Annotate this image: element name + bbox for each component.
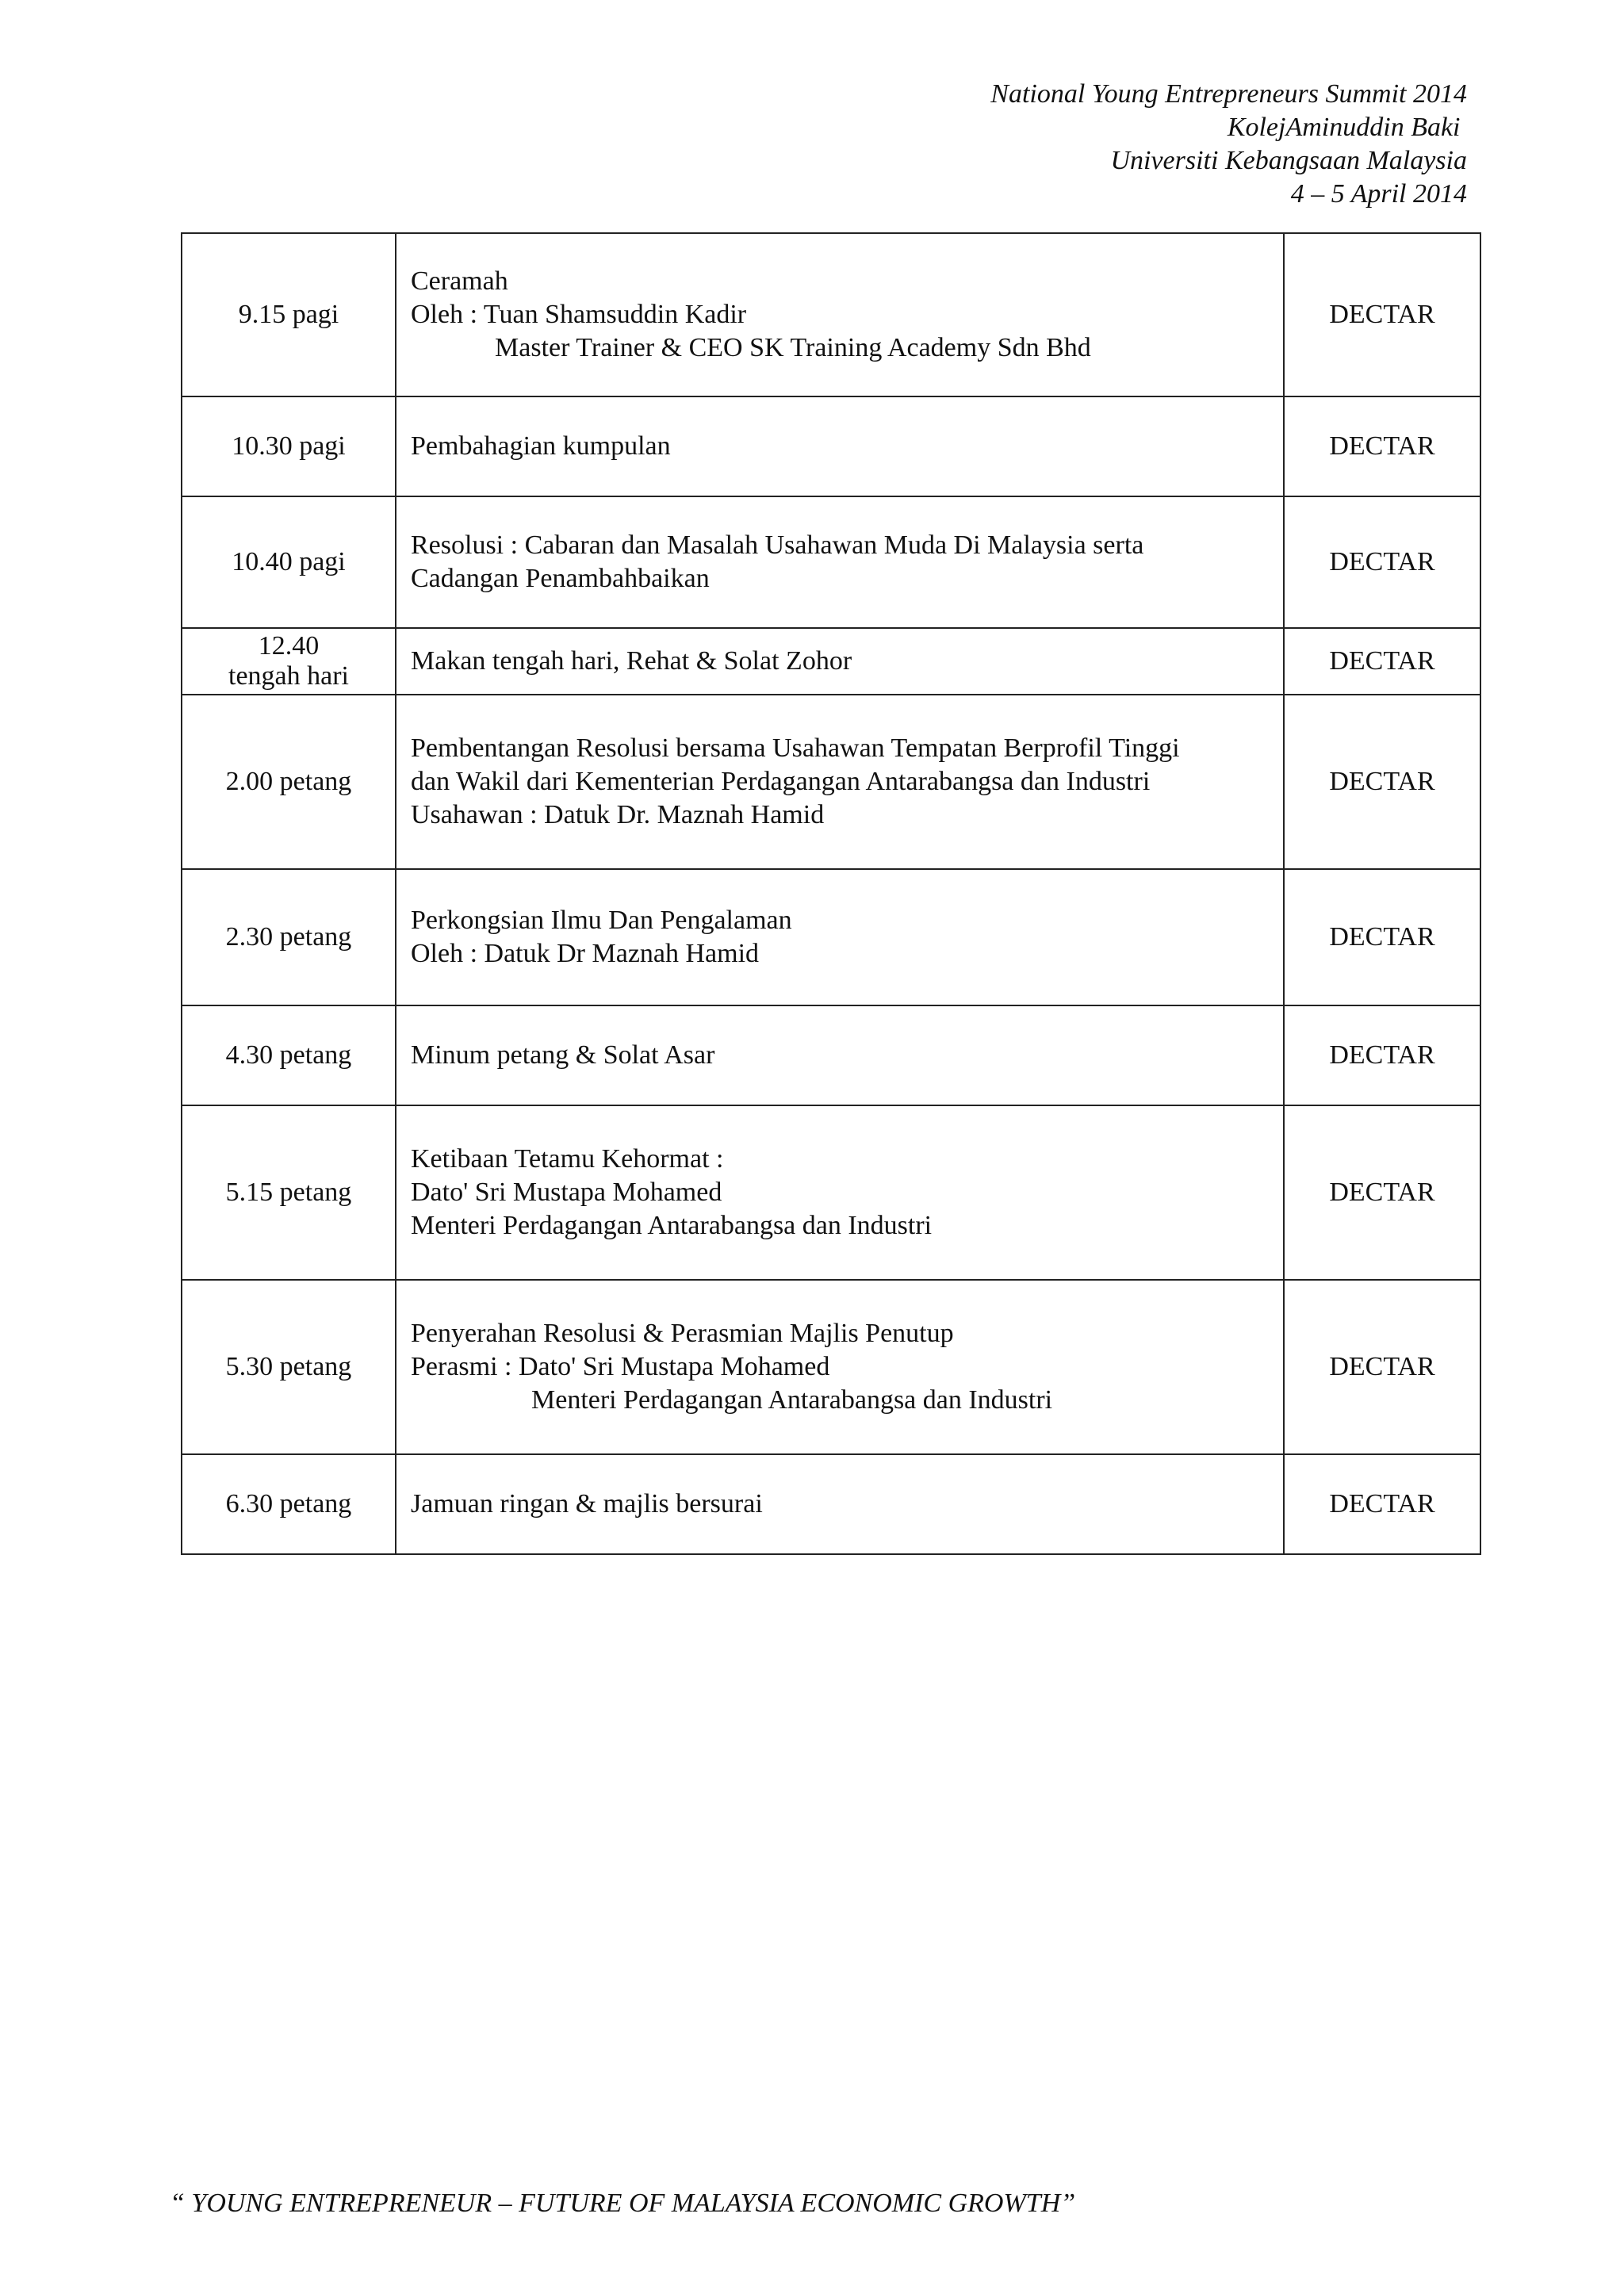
time-cell: 9.15 pagi (182, 233, 396, 396)
table-row (182, 628, 1480, 695)
activity-line: Pembentangan Resolusi bersama Usahawan Tempatan Berprofil Tinggi (411, 733, 1180, 763)
activity-line: Master Trainer & CEO SK Training Academy Sdn Bhd (495, 333, 1091, 362)
time-cell: 2.00 petang (182, 695, 396, 869)
activity-line: Ketibaan Tetamu Kehormat : (411, 1144, 724, 1174)
time-cell: 2.30 petang (182, 869, 396, 1005)
schedule-table (181, 232, 1481, 1555)
activity-line: Minum petang & Solat Asar (411, 1040, 715, 1070)
table-row (182, 1105, 1480, 1280)
activity-line: Cadangan Penambahbaikan (411, 564, 710, 593)
activity-cell (396, 1280, 1284, 1454)
table-row (182, 695, 1480, 869)
venue-cell: DECTAR (1284, 1105, 1480, 1280)
activity-cell (396, 628, 1284, 695)
venue-cell: DECTAR (1284, 1454, 1480, 1554)
time-cell: 5.15 petang (182, 1105, 396, 1280)
activity-line: Ceramah (411, 266, 508, 296)
venue-college: KolejAminuddin Baki (1227, 113, 1467, 142)
activity-line: Perkongsian Ilmu Dan Pengalaman (411, 906, 792, 935)
footer-slogan: “ YOUNG ENTREPRENEUR – FUTURE OF MALAYSIA ECONOMIC GROWTH” (170, 2189, 1076, 2218)
activity-line: Makan tengah hari, Rehat & Solat Zohor (411, 646, 852, 676)
table-row (182, 233, 1480, 396)
time-line: tengah hari (228, 661, 349, 691)
time-cell (182, 628, 396, 695)
activity-cell (396, 233, 1284, 396)
activity-line: Dato' Sri Mustapa Mohamed (411, 1178, 722, 1207)
venue-cell: DECTAR (1284, 628, 1480, 695)
activity-line: Jamuan ringan & majlis bersurai (411, 1489, 763, 1518)
activity-cell (396, 396, 1284, 496)
table-row (182, 869, 1480, 1005)
table-row (182, 1005, 1480, 1105)
venue-cell: DECTAR (1284, 396, 1480, 496)
venue-cell: DECTAR (1284, 695, 1480, 869)
venue-cell: DECTAR (1284, 869, 1480, 1005)
venue-university: Universiti Kebangsaan Malaysia (1110, 146, 1467, 175)
event-title: National Young Entrepreneurs Summit 2014 (990, 79, 1467, 109)
time-cell: 10.40 pagi (182, 496, 396, 628)
table-row (182, 396, 1480, 496)
time-cell: 5.30 petang (182, 1280, 396, 1454)
event-date: 4 – 5 April 2014 (1290, 179, 1467, 209)
time-line: 12.40 (258, 631, 320, 661)
venue-cell: DECTAR (1284, 1280, 1480, 1454)
activity-line: Oleh : Tuan Shamsuddin Kadir (411, 300, 747, 329)
activity-line: Penyerahan Resolusi & Perasmian Majlis Penutup (411, 1319, 954, 1348)
venue-cell: DECTAR (1284, 1005, 1480, 1105)
time-cell: 4.30 petang (182, 1005, 396, 1105)
activity-line: Perasmi : Dato' Sri Mustapa Mohamed (411, 1352, 830, 1381)
time-cell: 6.30 petang (182, 1454, 396, 1554)
activity-line: Pembahagian kumpulan (411, 431, 671, 461)
activity-line: dan Wakil dari Kementerian Perdagangan Antarabangsa dan Industri (411, 767, 1151, 796)
activity-cell (396, 496, 1284, 628)
venue-cell: DECTAR (1284, 496, 1480, 628)
time-cell: 10.30 pagi (182, 396, 396, 496)
activity-line: Resolusi : Cabaran dan Masalah Usahawan Muda Di Malaysia serta (411, 530, 1144, 560)
activity-cell (396, 1105, 1284, 1280)
table-row (182, 1454, 1480, 1554)
activity-line: Usahawan : Datuk Dr. Maznah Hamid (411, 800, 825, 829)
page-header (990, 78, 1467, 211)
activity-line: Oleh : Datuk Dr Maznah Hamid (411, 939, 760, 968)
table-row (182, 1280, 1480, 1454)
activity-line: Menteri Perdagangan Antarabangsa dan Industri (411, 1211, 933, 1240)
venue-cell: DECTAR (1284, 233, 1480, 396)
activity-cell (396, 695, 1284, 869)
activity-cell (396, 1005, 1284, 1105)
activity-cell (396, 1454, 1284, 1554)
table-row (182, 496, 1480, 628)
activity-cell (396, 869, 1284, 1005)
activity-line: Menteri Perdagangan Antarabangsa dan Industri (531, 1385, 1053, 1415)
